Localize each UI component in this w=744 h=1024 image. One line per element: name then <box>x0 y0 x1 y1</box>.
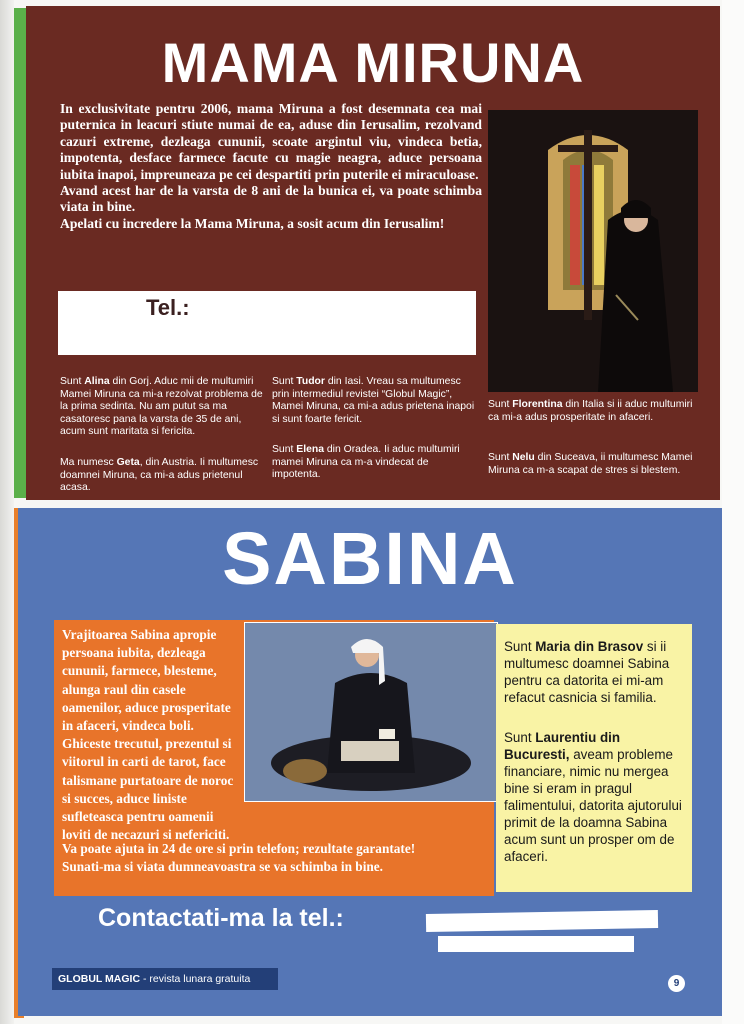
intro-paragraph: In exclusivitate pentru 2006, mama Miruna a fost desemnata cea mai puternica in leacuri stiute numai de ea, aduse din Ierusalim, rezolvand cazuri extreme, dezleaga cununii, scoate argintul viu, vindeca betia, impotenta, desface farmece facute cu magie neagra, aduce persoana iubita inapoi, impreuneaza pe cei despartiti prin puterile ei miraculoase. <box>60 101 482 182</box>
testimonial-text: aveam probleme financiare, nimic nu mergea bine si eram in pragul falimentului, datorita ajutorului primit de la doamna Sabina acum sunt un prosper om de afaceri. <box>504 747 682 864</box>
testimonial-text: si ii multumesc doamnei Sabina pentru ca datorita ei mi-am refacut casnicia si familia. <box>504 639 670 705</box>
testimonial-text: Sunt <box>272 444 297 455</box>
testimonial-text: Sunt <box>272 376 297 387</box>
nun-photo-illustration <box>488 110 698 392</box>
ad-sabina <box>18 508 722 1016</box>
testimonial-text: Sunt <box>60 376 85 387</box>
testimonial-text: , din Austria. Ii multumesc doamnei Miruna, ca mi-a adus prietenul acasa. <box>60 457 259 494</box>
page-right-margin <box>722 0 744 1024</box>
testimonial-name: Nelu <box>512 452 535 463</box>
redacted-phone <box>438 936 634 952</box>
testimonial <box>60 376 266 439</box>
intro-paragraph: Sunati-ma si viata dumneavoastra se va schimba in bine. <box>62 859 384 875</box>
testimonial <box>488 399 694 424</box>
photo-mama-miruna <box>488 110 698 392</box>
phone-box <box>58 291 476 355</box>
intro-paragraph: Avand acest har de la varsta de 8 ani de la bunica ei, va poate schimba viata in bine. <box>60 183 482 215</box>
sabina-intro-bottom <box>62 840 492 876</box>
testimonial-text: Ma numesc <box>60 457 117 468</box>
testimonial <box>504 638 688 706</box>
footer-brand: GLOBUL MAGIC <box>58 973 141 985</box>
testimonial-text: Sunt <box>488 452 513 463</box>
testimonial <box>272 376 478 426</box>
testimonial <box>504 729 688 865</box>
sabina-intro-wrap <box>62 626 242 844</box>
testimonial <box>488 452 694 477</box>
sabina-photo-illustration <box>245 623 497 801</box>
testimonial <box>272 444 478 482</box>
ad-title: MAMA MIRUNA <box>161 31 585 94</box>
testimonial-name: Alina <box>84 376 110 387</box>
footer-badge <box>52 968 278 990</box>
testimonial-text: Sunt <box>504 639 536 654</box>
page-edge <box>0 0 14 1024</box>
testimonial-text: din Oradea. Ii aduc multumiri mamei Miruna ca m-a vindecat de impotenta. <box>272 444 460 481</box>
redacted-phone <box>426 910 658 932</box>
green-strip <box>14 8 26 498</box>
testimonial-name: Laurentiu din Bucuresti, <box>504 730 621 762</box>
testimonial-text: Sunt <box>504 730 536 745</box>
testimonial <box>60 457 266 495</box>
testimonial-name: Tudor <box>296 376 325 387</box>
testimonial-text: din Suceava, ii multumesc Mamei Miruna ca m-a scapat de stres si blestem. <box>488 452 693 476</box>
contact-label: Contactati-ma la tel.: <box>98 904 344 932</box>
intro-paragraph: Apelati cu incredere la Mama Miruna, a sosit acum din Ierusalim! <box>60 215 445 231</box>
page-number: 9 <box>668 975 685 992</box>
photo-sabina <box>244 622 498 802</box>
testimonial-text: din Italia si ii aduc multumiri ca mi-a adus prosperitate in afaceri. <box>488 399 693 423</box>
ad-title: SABINA <box>222 517 518 600</box>
testimonial-text: din Gorj. Aduc mii de multumiri Mamei Miruna ca mi-a rezolvat problema de la prima sedinta. Nu am putut sa ma casatoresc pana la varsta de 35 de ani, acum sunt maritata si fericita. <box>60 376 263 438</box>
testimonial-name: Florentina <box>512 399 563 410</box>
intro-paragraph: Vrajitoarea Sabina apropie persoana iubita, dezleaga cununii, farmece, blesteme, alunga raul din casele oamenilor, aduce prosperitate in afaceri, vindeca boli. Ghiceste trecutul, prezentul si viitorul in carti de tarot, face talismane purtatoare de noroc si succes, aduce liniste sufleteasca pentru oamenii loviti de necazuri si nefericiti. <box>62 627 234 843</box>
testimonial-text: Sunt <box>488 399 513 410</box>
testimonial-name: Maria din Brasov <box>535 639 644 654</box>
footer-tagline: - revista lunara gratuita <box>140 973 251 985</box>
testimonials-box <box>496 624 692 892</box>
intro-paragraph: Va poate ajuta in 24 de ore si prin telefon; rezultate garantate! <box>62 841 416 856</box>
testimonial-text: din Iasi. Vreau sa multumesc prin intermediul revistei “Globul Magic”, Mamei Miruna, ca mi-a adus prietena inapoi si sunt foarte fericit. <box>272 376 475 425</box>
ad-intro-text <box>60 101 482 232</box>
ad-mama-miruna <box>26 6 720 500</box>
phone-label: Tel.: <box>146 295 190 320</box>
testimonial-name: Elena <box>296 444 324 455</box>
testimonial-name: Geta <box>116 457 140 468</box>
